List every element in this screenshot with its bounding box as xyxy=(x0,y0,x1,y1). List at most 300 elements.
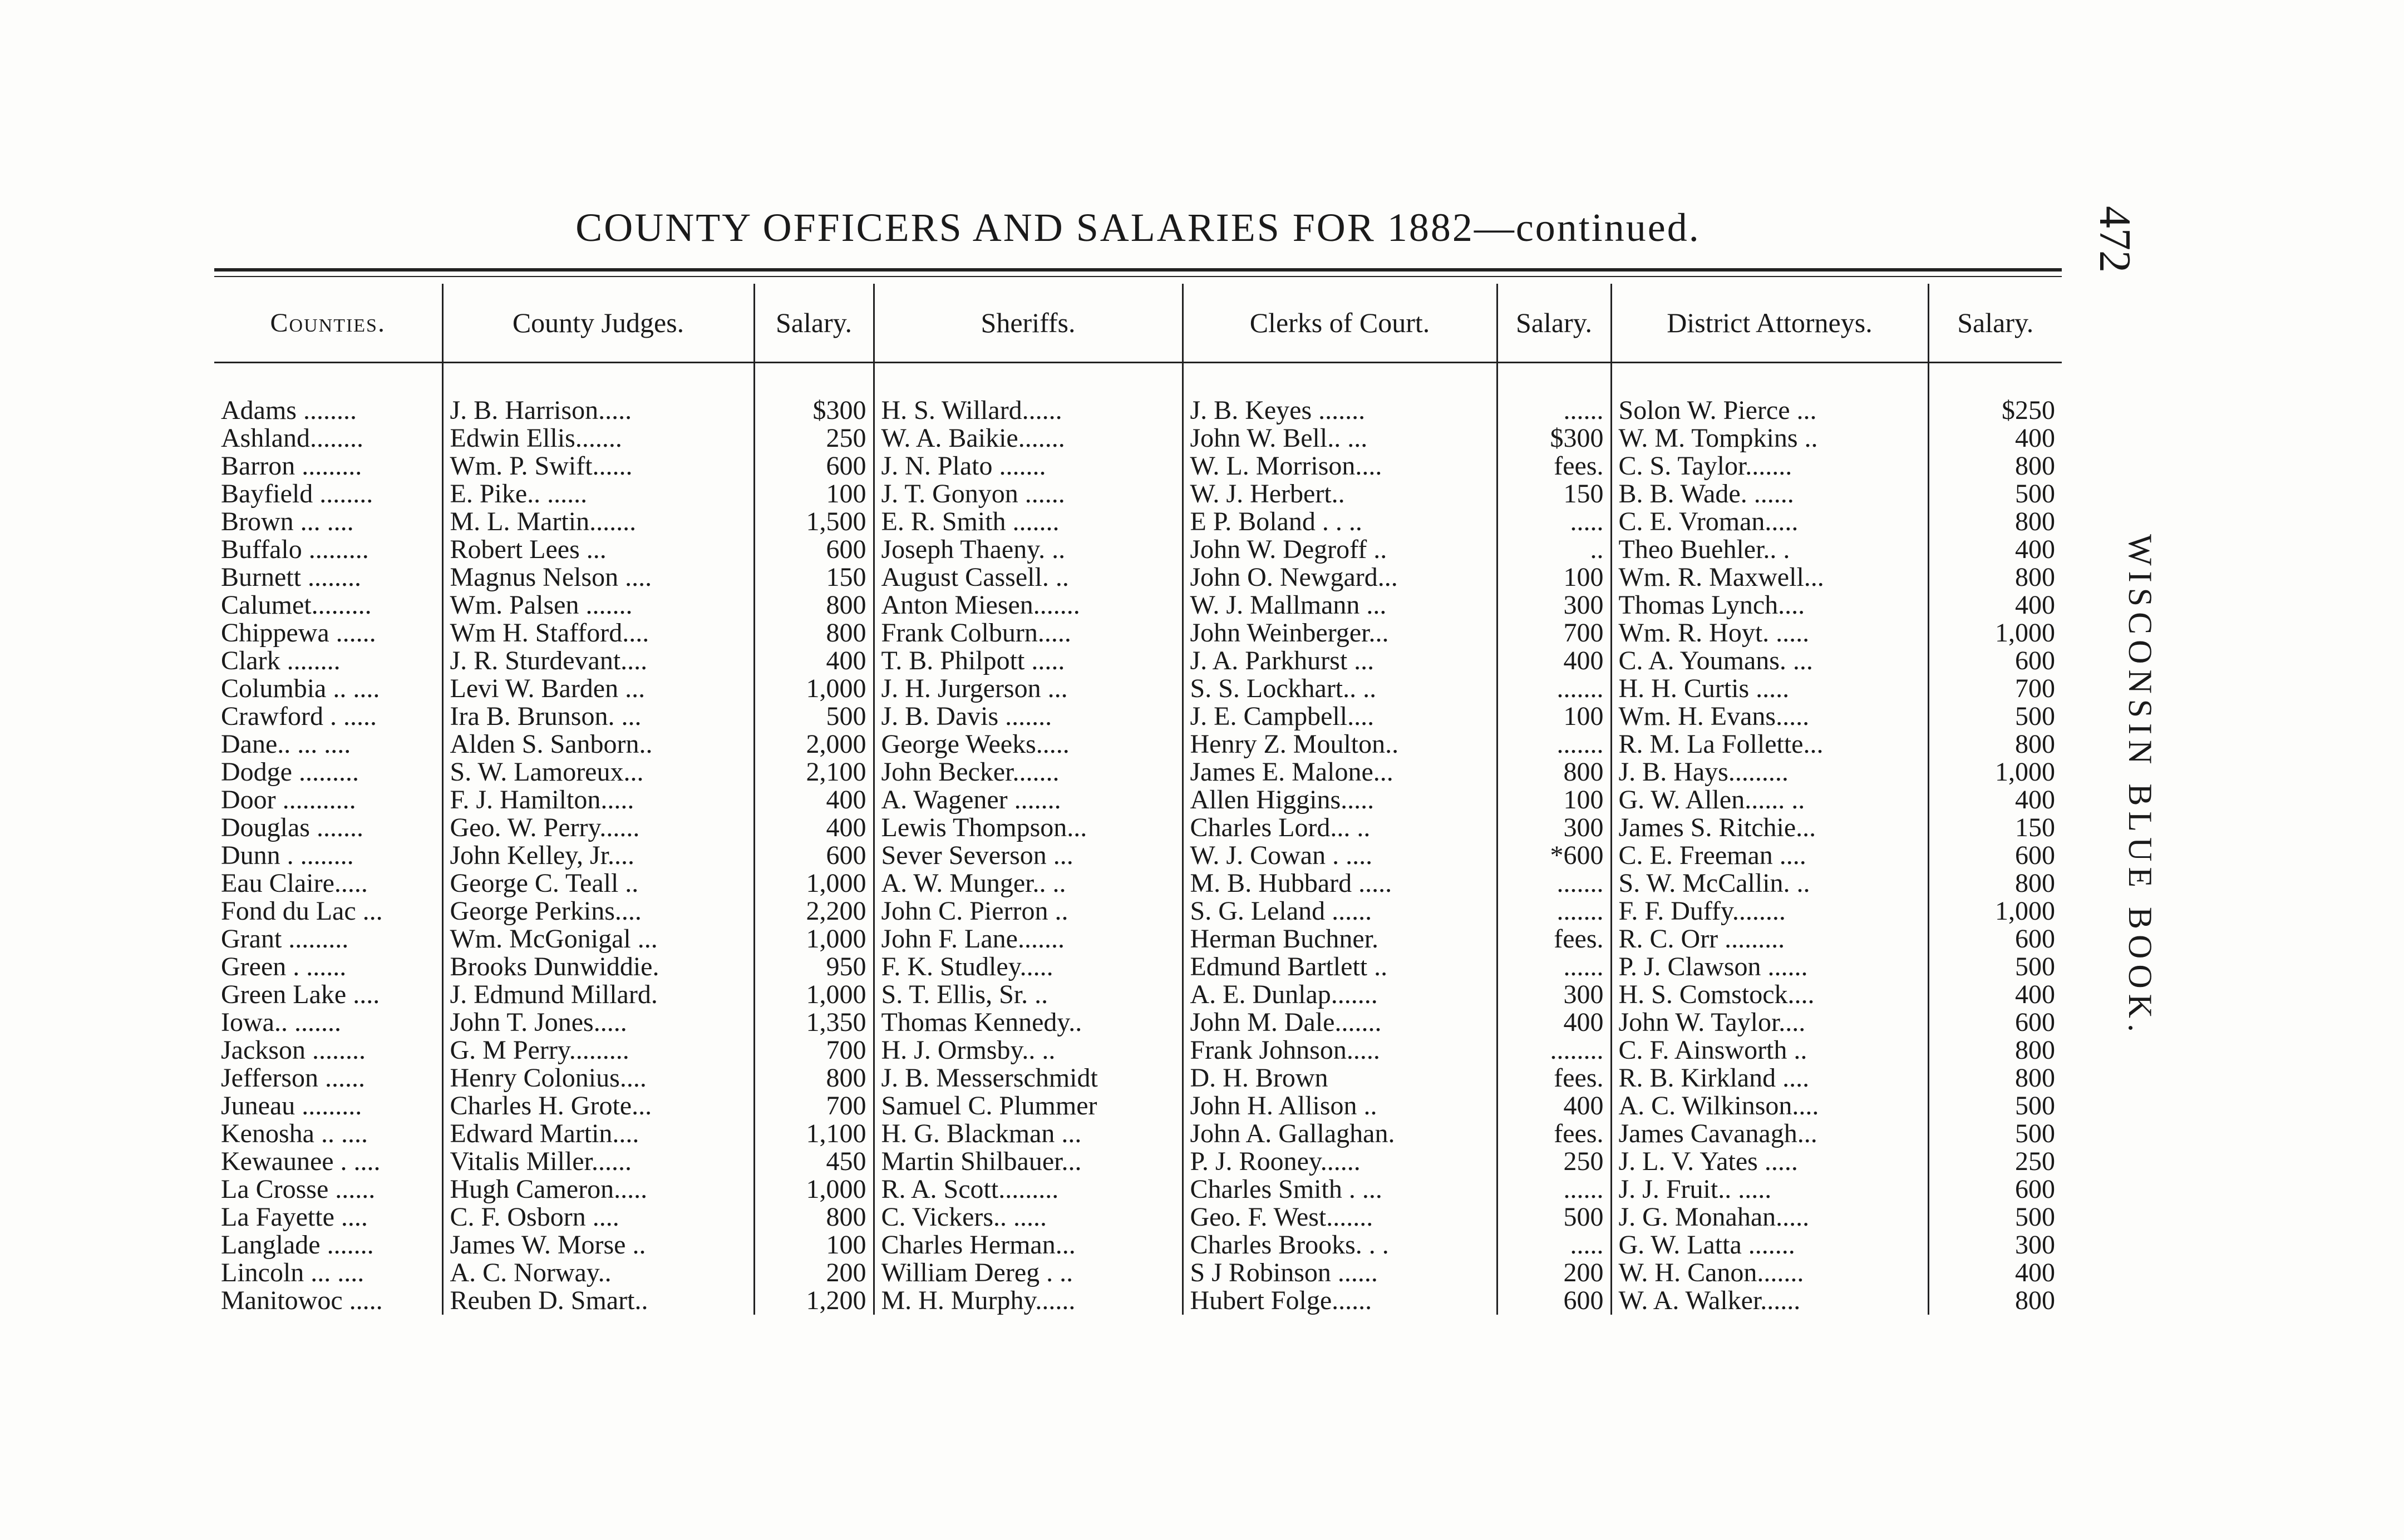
county-cell: Barron ......... xyxy=(221,452,362,480)
county-judge-cell: Geo. W. Perry...... xyxy=(442,814,754,842)
da-salary-cell: 800 xyxy=(1928,730,2062,758)
judge-salary-cell: 1,350 xyxy=(754,1009,874,1036)
judge-salary-cell: 600 xyxy=(754,536,874,564)
district-attorney-cell: W. H. Canon....... xyxy=(1611,1259,1928,1287)
clerk-of-court-cell: S J Robinson ...... xyxy=(1183,1259,1497,1287)
district-attorney-cell: G. W. Allen...... .. xyxy=(1611,786,1928,814)
county-cell: Douglas ....... xyxy=(221,814,363,842)
clerk-salary-cell: 400 xyxy=(1497,1092,1611,1120)
sheriff-cell: John Becker....... xyxy=(874,758,1183,786)
da-salary-cell: 1,000 xyxy=(1928,619,2062,647)
county-judge-cell: Robert Lees ... xyxy=(442,536,754,564)
county-judge-cell: Magnus Nelson .... xyxy=(442,564,754,591)
clerk-of-court-cell: W. J. Mallmann ... xyxy=(1183,591,1497,619)
clerk-salary-cell: 100 xyxy=(1497,786,1611,814)
county-judge-cell: M. L. Martin....... xyxy=(442,508,754,536)
da-salary-cell: 800 xyxy=(1928,1287,2062,1315)
table-row xyxy=(214,1231,2062,1259)
clerk-salary-cell: ....... xyxy=(1497,730,1611,758)
table-row xyxy=(214,758,2062,786)
clerk-of-court-cell: John M. Dale....... xyxy=(1183,1009,1497,1036)
district-attorney-cell: James Cavanagh... xyxy=(1611,1120,1928,1148)
da-salary-cell: 600 xyxy=(1928,842,2062,870)
sheriff-cell: August Cassell. .. xyxy=(874,564,1183,591)
table-row xyxy=(214,536,2062,564)
county-judge-cell: Wm H. Stafford.... xyxy=(442,619,754,647)
table-row xyxy=(214,425,2062,452)
table-row xyxy=(214,1203,2062,1231)
county-cell: Langlade ....... xyxy=(221,1231,374,1259)
district-attorney-cell: C. F. Ainsworth .. xyxy=(1611,1036,1928,1064)
col-header-clerks-of-court: Clerks of Court. xyxy=(1183,284,1497,363)
county-cell: Adams ........ xyxy=(221,396,357,425)
table-row xyxy=(214,1148,2062,1176)
da-salary-cell: 800 xyxy=(1928,452,2062,480)
table-row xyxy=(214,1259,2062,1287)
county-judge-cell: Ira B. Brunson. ... xyxy=(442,703,754,730)
judge-salary-cell: 800 xyxy=(754,1203,874,1231)
clerk-salary-cell: 250 xyxy=(1497,1148,1611,1176)
district-attorney-cell: Thomas Lynch.... xyxy=(1611,591,1928,619)
da-salary-cell: 1,000 xyxy=(1928,897,2062,925)
sheriff-cell: Martin Shilbauer... xyxy=(874,1148,1183,1176)
county-cell: Door ........... xyxy=(221,786,356,814)
sheriff-cell: J. B. Davis ....... xyxy=(874,703,1183,730)
clerk-of-court-cell: J. A. Parkhurst ... xyxy=(1183,647,1497,675)
district-attorney-cell: James S. Ritchie... xyxy=(1611,814,1928,842)
sheriff-cell: C. Vickers.. ..... xyxy=(874,1203,1183,1231)
district-attorney-cell: R. M. La Follette... xyxy=(1611,730,1928,758)
sheriff-cell: M. H. Murphy...... xyxy=(874,1287,1183,1315)
da-salary-cell: 600 xyxy=(1928,925,2062,953)
judge-salary-cell: 2,000 xyxy=(754,730,874,758)
county-judge-cell: Hugh Cameron..... xyxy=(442,1176,754,1203)
sheriff-cell: F. K. Studley..... xyxy=(874,953,1183,981)
da-salary-cell: 700 xyxy=(1928,675,2062,703)
clerk-salary-cell: ....... xyxy=(1497,897,1611,925)
district-attorney-cell: S. W. McCallin. .. xyxy=(1611,870,1928,897)
clerk-of-court-cell: A. E. Dunlap....... xyxy=(1183,981,1497,1009)
clerk-of-court-cell: Herman Buchner. xyxy=(1183,925,1497,953)
judge-salary-cell: 1,000 xyxy=(754,981,874,1009)
da-salary-cell: 250 xyxy=(1928,1148,2062,1176)
clerk-of-court-cell: John H. Allison .. xyxy=(1183,1092,1497,1120)
clerk-salary-cell: fees. xyxy=(1497,1120,1611,1148)
judge-salary-cell: 1,000 xyxy=(754,675,874,703)
county-judge-cell: G. M Perry......... xyxy=(442,1036,754,1064)
judge-salary-cell: 1,000 xyxy=(754,925,874,953)
clerk-salary-cell: .. xyxy=(1497,536,1611,564)
da-salary-cell: 800 xyxy=(1928,508,2062,536)
sheriff-cell: S. T. Ellis, Sr. .. xyxy=(874,981,1183,1009)
county-judge-cell: George Perkins.... xyxy=(442,897,754,925)
clerk-of-court-cell: Charles Lord... .. xyxy=(1183,814,1497,842)
sheriff-cell: Samuel C. Plummer xyxy=(874,1092,1183,1120)
clerk-of-court-cell: D. H. Brown xyxy=(1183,1064,1497,1092)
clerk-salary-cell: ...... xyxy=(1497,363,1611,425)
table-row xyxy=(214,1092,2062,1120)
judge-salary-cell: 700 xyxy=(754,1092,874,1120)
county-cell: Eau Claire..... xyxy=(221,870,368,897)
county-cell: La Crosse ...... xyxy=(221,1176,376,1203)
clerk-of-court-cell: S. S. Lockhart.. .. xyxy=(1183,675,1497,703)
sheriff-cell: John C. Pierron .. xyxy=(874,897,1183,925)
table-row xyxy=(214,508,2062,536)
judge-salary-cell: 200 xyxy=(754,1259,874,1287)
clerk-salary-cell: 150 xyxy=(1497,480,1611,508)
county-judge-cell: Reuben D. Smart.. xyxy=(442,1287,754,1315)
county-officers-table xyxy=(214,284,2062,1315)
da-salary-cell: 500 xyxy=(1928,480,2062,508)
judge-salary-cell: 150 xyxy=(754,564,874,591)
district-attorney-cell: B. B. Wade. ...... xyxy=(1611,480,1928,508)
judge-salary-cell: 400 xyxy=(754,647,874,675)
da-salary-cell: $250 xyxy=(1928,363,2062,425)
clerk-salary-cell: 400 xyxy=(1497,1009,1611,1036)
running-head: WISCONSIN BLUE BOOK. xyxy=(2122,534,2159,1038)
district-attorney-cell: J. J. Fruit.. ..... xyxy=(1611,1176,1928,1203)
district-attorney-cell: W. M. Tompkins .. xyxy=(1611,425,1928,452)
col-header-judge-salary: Salary. xyxy=(754,284,874,363)
table-row xyxy=(214,564,2062,591)
judge-salary-cell: 800 xyxy=(754,1064,874,1092)
da-salary-cell: 150 xyxy=(1928,814,2062,842)
table-row xyxy=(214,703,2062,730)
county-judge-cell: Vitalis Miller...... xyxy=(442,1148,754,1176)
county-cell: Chippewa ...... xyxy=(221,619,376,647)
clerk-salary-cell: 300 xyxy=(1497,981,1611,1009)
sheriff-cell: Sever Severson ... xyxy=(874,842,1183,870)
district-attorney-cell: P. J. Clawson ...... xyxy=(1611,953,1928,981)
table-row xyxy=(214,1036,2062,1064)
clerk-of-court-cell: S. G. Leland ...... xyxy=(1183,897,1497,925)
district-attorney-cell: R. C. Orr ......... xyxy=(1611,925,1928,953)
county-cell: Dodge ......... xyxy=(221,758,359,786)
county-cell: Green . ...... xyxy=(221,953,347,981)
county-cell: Calumet......... xyxy=(221,591,372,619)
col-header-district-attorneys: District Attorneys. xyxy=(1611,284,1928,363)
county-judge-cell: Edward Martin.... xyxy=(442,1120,754,1148)
da-salary-cell: 400 xyxy=(1928,425,2062,452)
table-row xyxy=(214,1176,2062,1203)
sheriff-cell: Charles Herman... xyxy=(874,1231,1183,1259)
judge-salary-cell: 1,100 xyxy=(754,1120,874,1148)
da-salary-cell: 600 xyxy=(1928,1009,2062,1036)
table-row xyxy=(214,647,2062,675)
county-judge-cell: F. J. Hamilton..... xyxy=(442,786,754,814)
judge-salary-cell: 1,500 xyxy=(754,508,874,536)
col-header-clerk-salary: Salary. xyxy=(1497,284,1611,363)
col-header-counties: Counties. xyxy=(214,284,442,363)
clerk-of-court-cell: Edmund Bartlett .. xyxy=(1183,953,1497,981)
district-attorney-cell: Wm. H. Evans..... xyxy=(1611,703,1928,730)
header-row xyxy=(214,284,2062,363)
district-attorney-cell: C. S. Taylor....... xyxy=(1611,452,1928,480)
clerk-of-court-cell: John Weinberger... xyxy=(1183,619,1497,647)
table-row xyxy=(214,1064,2062,1092)
county-judge-cell: Henry Colonius.... xyxy=(442,1064,754,1092)
clerk-of-court-cell: E P. Boland . . .. xyxy=(1183,508,1497,536)
judge-salary-cell: 600 xyxy=(754,842,874,870)
district-attorney-cell: A. C. Wilkinson.... xyxy=(1611,1092,1928,1120)
sheriff-cell: H. S. Willard...... xyxy=(874,363,1183,425)
judge-salary-cell: 800 xyxy=(754,619,874,647)
district-attorney-cell: Wm. R. Maxwell... xyxy=(1611,564,1928,591)
col-header-sheriffs: Sheriffs. xyxy=(874,284,1183,363)
county-cell: Iowa.. ....... xyxy=(221,1009,341,1036)
table-row xyxy=(214,1120,2062,1148)
clerk-of-court-cell: John O. Newgard... xyxy=(1183,564,1497,591)
clerk-of-court-cell: W. L. Morrison.... xyxy=(1183,452,1497,480)
sheriff-cell: J. T. Gonyon ...... xyxy=(874,480,1183,508)
table-row xyxy=(214,591,2062,619)
judge-salary-cell: 2,200 xyxy=(754,897,874,925)
judge-salary-cell: 1,200 xyxy=(754,1287,874,1315)
sheriff-cell: Lewis Thompson... xyxy=(874,814,1183,842)
table-row xyxy=(214,363,2062,425)
county-judge-cell: John T. Jones..... xyxy=(442,1009,754,1036)
clerk-of-court-cell: M. B. Hubbard ..... xyxy=(1183,870,1497,897)
clerk-salary-cell: 700 xyxy=(1497,619,1611,647)
county-cell: Kenosha .. .... xyxy=(221,1120,368,1148)
clerk-salary-cell: 200 xyxy=(1497,1259,1611,1287)
clerk-salary-cell: ....... xyxy=(1497,675,1611,703)
clerk-salary-cell: *600 xyxy=(1497,842,1611,870)
clerk-of-court-cell: J. B. Keyes ....... xyxy=(1183,363,1497,425)
clerk-of-court-cell: John W. Bell.. ... xyxy=(1183,425,1497,452)
county-cell: Jackson ........ xyxy=(221,1036,366,1064)
county-judge-cell: Wm. Palsen ....... xyxy=(442,591,754,619)
county-cell: Ashland........ xyxy=(221,425,363,452)
sheriff-cell: Joseph Thaeny. .. xyxy=(874,536,1183,564)
county-judge-cell: S. W. Lamoreux... xyxy=(442,758,754,786)
judge-salary-cell: 2,100 xyxy=(754,758,874,786)
county-judge-cell: Edwin Ellis....... xyxy=(442,425,754,452)
table-row xyxy=(214,786,2062,814)
da-salary-cell: 500 xyxy=(1928,1120,2062,1148)
county-judge-cell: E. Pike.. ...... xyxy=(442,480,754,508)
clerk-of-court-cell: Charles Smith . ... xyxy=(1183,1176,1497,1203)
county-judge-cell: J. B. Harrison..... xyxy=(442,363,754,425)
da-salary-cell: 800 xyxy=(1928,564,2062,591)
da-salary-cell: 600 xyxy=(1928,647,2062,675)
county-judge-cell: Wm. McGonigal ... xyxy=(442,925,754,953)
district-attorney-cell: F. F. Duffy........ xyxy=(1611,897,1928,925)
da-salary-cell: 300 xyxy=(1928,1231,2062,1259)
judge-salary-cell: 1,000 xyxy=(754,1176,874,1203)
table-row xyxy=(214,925,2062,953)
clerk-salary-cell: 500 xyxy=(1497,1203,1611,1231)
table-row xyxy=(214,1287,2062,1315)
clerk-salary-cell: ..... xyxy=(1497,508,1611,536)
county-judge-cell: J. Edmund Millard. xyxy=(442,981,754,1009)
table-row xyxy=(214,452,2062,480)
county-cell: Clark ........ xyxy=(221,647,341,675)
district-attorney-cell: C. A. Youmans. ... xyxy=(1611,647,1928,675)
sheriff-cell: Thomas Kennedy.. xyxy=(874,1009,1183,1036)
table-row xyxy=(214,675,2062,703)
county-cell: Green Lake .... xyxy=(221,981,380,1009)
judge-salary-cell: 100 xyxy=(754,1231,874,1259)
county-judge-cell: George C. Teall .. xyxy=(442,870,754,897)
district-attorney-cell: W. A. Walker...... xyxy=(1611,1287,1928,1315)
clerk-salary-cell: 800 xyxy=(1497,758,1611,786)
county-cell: Juneau ......... xyxy=(221,1092,362,1120)
clerk-of-court-cell: Hubert Folge...... xyxy=(1183,1287,1497,1315)
sheriff-cell: H. G. Blackman ... xyxy=(874,1120,1183,1148)
table-row xyxy=(214,619,2062,647)
district-attorney-cell: G. W. Latta ....... xyxy=(1611,1231,1928,1259)
col-header-da-salary: Salary. xyxy=(1928,284,2062,363)
county-judge-cell: C. F. Osborn .... xyxy=(442,1203,754,1231)
county-cell: Crawford . ..... xyxy=(221,703,377,730)
county-judge-cell: Alden S. Sanborn.. xyxy=(442,730,754,758)
clerk-of-court-cell: Allen Higgins..... xyxy=(1183,786,1497,814)
sheriff-cell: E. R. Smith ....... xyxy=(874,508,1183,536)
county-judge-cell: Levi W. Barden ... xyxy=(442,675,754,703)
county-cell: Lincoln ... .... xyxy=(221,1259,364,1287)
county-judge-cell: J. R. Sturdevant.... xyxy=(442,647,754,675)
da-salary-cell: 500 xyxy=(1928,1203,2062,1231)
judge-salary-cell: 450 xyxy=(754,1148,874,1176)
table-row xyxy=(214,897,2062,925)
judge-salary-cell: 1,000 xyxy=(754,870,874,897)
county-cell: Bayfield ........ xyxy=(221,480,373,508)
col-header-county-judges: County Judges. xyxy=(442,284,754,363)
sheriff-cell: J. B. Messerschmidt xyxy=(874,1064,1183,1092)
district-attorney-cell: C. E. Freeman .... xyxy=(1611,842,1928,870)
judge-salary-cell: 800 xyxy=(754,591,874,619)
sheriff-cell: A. Wagener ....... xyxy=(874,786,1183,814)
clerk-salary-cell: ........ xyxy=(1497,1036,1611,1064)
clerk-salary-cell: 400 xyxy=(1497,647,1611,675)
county-cell: Jefferson ...... xyxy=(221,1064,366,1092)
sheriff-cell: Anton Miesen....... xyxy=(874,591,1183,619)
district-attorney-cell: R. B. Kirkland .... xyxy=(1611,1064,1928,1092)
county-cell: Brown ... .... xyxy=(221,508,354,536)
da-salary-cell: 500 xyxy=(1928,1092,2062,1120)
district-attorney-cell: Solon W. Pierce ... xyxy=(1611,363,1928,425)
county-cell: Fond du Lac ... xyxy=(221,897,383,925)
clerk-salary-cell: fees. xyxy=(1497,452,1611,480)
judge-salary-cell: 400 xyxy=(754,814,874,842)
county-cell: Manitowoc ..... xyxy=(221,1287,383,1315)
county-judge-cell: Wm. P. Swift...... xyxy=(442,452,754,480)
judge-salary-cell: 500 xyxy=(754,703,874,730)
clerk-salary-cell: 600 xyxy=(1497,1287,1611,1315)
judge-salary-cell: $300 xyxy=(754,363,874,425)
judge-salary-cell: 950 xyxy=(754,953,874,981)
clerk-salary-cell: ...... xyxy=(1497,1176,1611,1203)
da-salary-cell: 800 xyxy=(1928,1036,2062,1064)
clerk-of-court-cell: John A. Gallaghan. xyxy=(1183,1120,1497,1148)
clerk-of-court-cell: Geo. F. West....... xyxy=(1183,1203,1497,1231)
da-salary-cell: 400 xyxy=(1928,591,2062,619)
clerk-of-court-cell: Charles Brooks. . . xyxy=(1183,1231,1497,1259)
sheriff-cell: W. A. Baikie....... xyxy=(874,425,1183,452)
county-judge-cell: Charles H. Grote... xyxy=(442,1092,754,1120)
clerk-of-court-cell: Frank Johnson..... xyxy=(1183,1036,1497,1064)
district-attorney-cell: C. E. Vroman..... xyxy=(1611,508,1928,536)
clerk-salary-cell: 300 xyxy=(1497,591,1611,619)
da-salary-cell: 400 xyxy=(1928,536,2062,564)
table-row xyxy=(214,870,2062,897)
table-row xyxy=(214,814,2062,842)
clerk-salary-cell: ....... xyxy=(1497,870,1611,897)
clerk-salary-cell: $300 xyxy=(1497,425,1611,452)
table-row xyxy=(214,981,2062,1009)
sheriff-cell: John F. Lane....... xyxy=(874,925,1183,953)
judge-salary-cell: 600 xyxy=(754,452,874,480)
clerk-salary-cell: 300 xyxy=(1497,814,1611,842)
da-salary-cell: 400 xyxy=(1928,981,2062,1009)
sheriff-cell: George Weeks..... xyxy=(874,730,1183,758)
sheriff-cell: R. A. Scott......... xyxy=(874,1176,1183,1203)
judge-salary-cell: 400 xyxy=(754,786,874,814)
clerk-of-court-cell: P. J. Rooney...... xyxy=(1183,1148,1497,1176)
judge-salary-cell: 250 xyxy=(754,425,874,452)
clerk-of-court-cell: W. J. Herbert.. xyxy=(1183,480,1497,508)
page-number: 472 xyxy=(2090,206,2139,273)
table-row xyxy=(214,953,2062,981)
judge-salary-cell: 700 xyxy=(754,1036,874,1064)
sheriff-cell: H. J. Ormsby.. .. xyxy=(874,1036,1183,1064)
clerk-of-court-cell: J. E. Campbell.... xyxy=(1183,703,1497,730)
county-judge-cell: John Kelley, Jr.... xyxy=(442,842,754,870)
sheriff-cell: William Dereg . .. xyxy=(874,1259,1183,1287)
district-attorney-cell: Wm. R. Hoyt. ..... xyxy=(1611,619,1928,647)
clerk-of-court-cell: Henry Z. Moulton.. xyxy=(1183,730,1497,758)
district-attorney-cell: John W. Taylor.... xyxy=(1611,1009,1928,1036)
county-judge-cell: A. C. Norway.. xyxy=(442,1259,754,1287)
da-salary-cell: 500 xyxy=(1928,703,2062,730)
clerk-of-court-cell: John W. Degroff .. xyxy=(1183,536,1497,564)
da-salary-cell: 800 xyxy=(1928,1064,2062,1092)
county-cell: Burnett ........ xyxy=(221,564,361,591)
clerk-salary-cell: 100 xyxy=(1497,703,1611,730)
da-salary-cell: 800 xyxy=(1928,870,2062,897)
county-cell: Grant ......... xyxy=(221,925,349,953)
da-salary-cell: 1,000 xyxy=(1928,758,2062,786)
sheriff-cell: T. B. Philpott ..... xyxy=(874,647,1183,675)
district-attorney-cell: J. G. Monahan..... xyxy=(1611,1203,1928,1231)
county-judge-cell: James W. Morse .. xyxy=(442,1231,754,1259)
district-attorney-cell: H. S. Comstock.... xyxy=(1611,981,1928,1009)
table-body xyxy=(214,363,2062,1315)
county-cell: Buffalo ......... xyxy=(221,536,369,564)
sheriff-cell: A. W. Munger.. .. xyxy=(874,870,1183,897)
clerk-salary-cell: ...... xyxy=(1497,953,1611,981)
table-row xyxy=(214,1009,2062,1036)
da-salary-cell: 400 xyxy=(1928,786,2062,814)
county-judge-cell: Brooks Dunwiddie. xyxy=(442,953,754,981)
county-cell: La Fayette .... xyxy=(221,1203,368,1231)
title-rule-thick xyxy=(214,268,2062,272)
clerk-of-court-cell: James E. Malone... xyxy=(1183,758,1497,786)
table-row xyxy=(214,842,2062,870)
county-cell: Dunn . ........ xyxy=(221,842,354,870)
da-salary-cell: 500 xyxy=(1928,953,2062,981)
judge-salary-cell: 100 xyxy=(754,480,874,508)
district-attorney-cell: J. B. Hays......... xyxy=(1611,758,1928,786)
sheriff-cell: Frank Colburn..... xyxy=(874,619,1183,647)
county-cell: Columbia .. .... xyxy=(221,675,380,703)
da-salary-cell: 600 xyxy=(1928,1176,2062,1203)
district-attorney-cell: H. H. Curtis ..... xyxy=(1611,675,1928,703)
county-cell: Kewaunee . .... xyxy=(221,1148,381,1176)
district-attorney-cell: Theo Buehler.. . xyxy=(1611,536,1928,564)
clerk-salary-cell: fees. xyxy=(1497,1064,1611,1092)
